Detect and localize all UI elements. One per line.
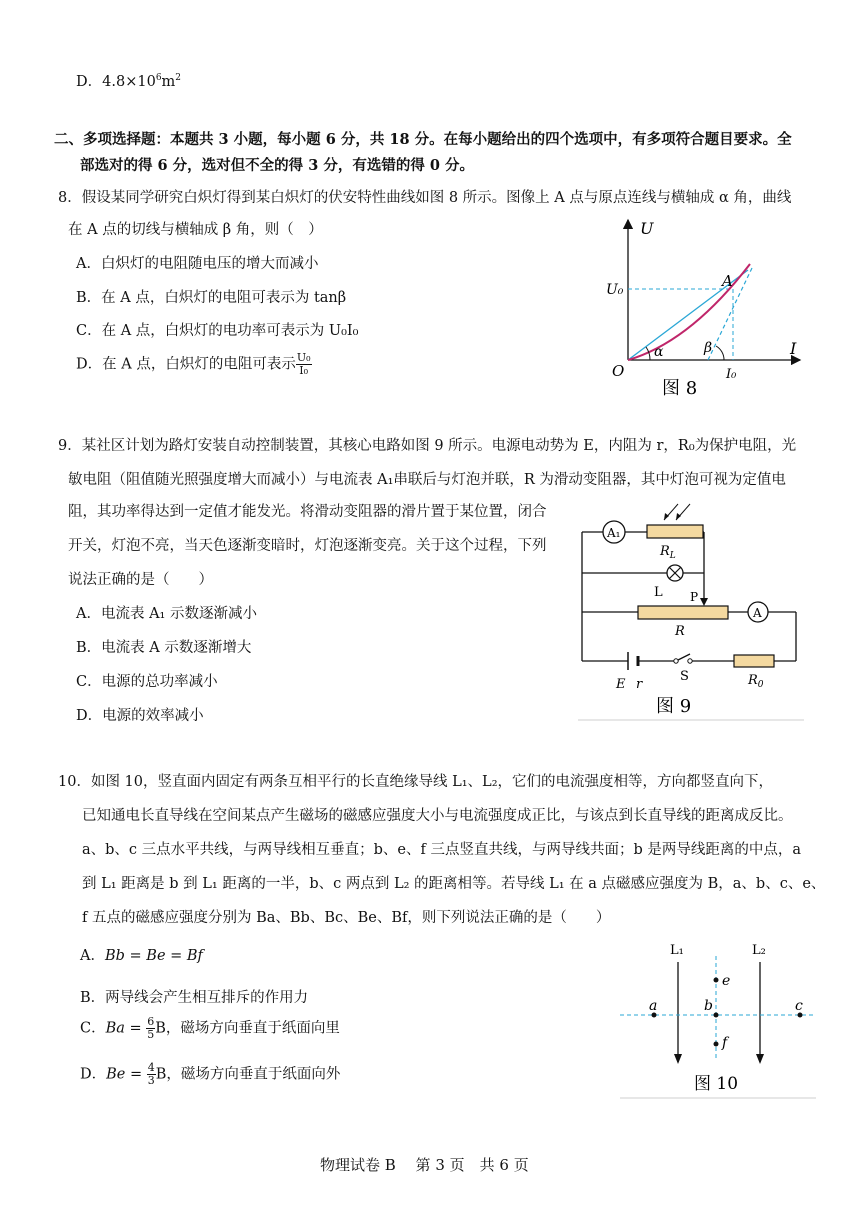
q8-stem-line1: 8．假设某同学研究白炽灯得到某白炽灯的伏安特性曲线如图 8 所示。图像上 A 点与原点连线与横轴成 α 角，曲线 bbox=[58, 190, 792, 206]
q10-stem-line3: a、b、c 三点水平共线，与两导线相互垂直；b、e、f 三点竖直共线，与两导线共面；b 是两导线距离的中点，a bbox=[82, 842, 802, 858]
fig9-rl-label: R bbox=[660, 544, 670, 559]
fig10-point-c: c bbox=[795, 998, 803, 1014]
q9-stem-line4: 开关，灯泡不亮，当天色逐渐变暗时，灯泡逐渐变亮。关于这个过程，下列 bbox=[68, 538, 547, 554]
figure-8-iu-graph bbox=[600, 212, 810, 402]
fig9-emf-label: E bbox=[616, 677, 626, 692]
q8-fraction: $\frac{\text{U₀}}{\text{I₀}}$ bbox=[296, 351, 311, 377]
q10-stem-line4: 到 L₁ 距离是 b 到 L₁ 距离的一半，b、c 两点到 L₂ 的距离相等。若导线 L₁ 在 a 点磁感应强度为 B，a、b、c、e、 bbox=[82, 876, 826, 892]
fig9-slider-label: P bbox=[690, 590, 699, 604]
fig9-r0-label: R bbox=[748, 673, 758, 688]
figure-10-wires bbox=[616, 934, 820, 1100]
q8-option-b: B．在 A 点，白炽灯的电阻可表示为 tanβ bbox=[76, 290, 347, 306]
fig9-photoresistor bbox=[647, 525, 703, 538]
fig9-a1-label: A₁ bbox=[607, 526, 621, 540]
q10-option-a: A．Bb = Be = Bf bbox=[80, 948, 203, 964]
section2-heading-line2: 部选对的得 6 分，选对但不全的得 3 分，有选错的得 0 分。 bbox=[80, 157, 475, 174]
fig8-axis-u: U bbox=[640, 219, 654, 238]
q10-stem-line2: 已知通电长直导线在空间某点产生磁场的磁感应强度大小与电流强度成正比，与该点到长直导线的距离成反比。 bbox=[82, 808, 793, 824]
page-footer: 物理试卷 B 第 3 页 共 6 页 bbox=[320, 1156, 529, 1174]
fig10-point-b: b bbox=[704, 998, 713, 1014]
svg-text:R0: $R_0$ bbox=[748, 673, 764, 690]
q7-option-d: D．$4.8\times 10^6m^2$ bbox=[76, 73, 182, 90]
q9-option-c: C．电源的总功率减小 bbox=[76, 674, 218, 690]
fig10-caption: 图 10 bbox=[694, 1074, 739, 1094]
q10-stem-line1: 10．如图 10，竖直面内固定有两条互相平行的长直绝缘导线 L₁、L₂，它们的电流强度相等，方向都竖直向下， bbox=[58, 774, 773, 790]
fig9-r-label: R bbox=[675, 624, 685, 639]
q10-stem-line5: f 五点的磁感应强度分别为 Ba、Bb、Bc、Be、Bf，则下列说法正确的是（ ） bbox=[82, 910, 611, 926]
fig8-beta: β bbox=[704, 340, 713, 356]
fig8-u0: U₀ bbox=[606, 282, 624, 298]
q10-option-c: C．Ba = $\frac{6}{5}$ B，磁场方向垂直于纸面向里 bbox=[80, 1015, 340, 1041]
fig8-alpha: α bbox=[654, 344, 664, 360]
fig9-rheostat bbox=[638, 606, 728, 619]
fig8-axis-i: I bbox=[790, 339, 797, 358]
section2-heading-line1: 二、多项选择题：本题共 3 小题，每小题 6 分，共 18 分。在每小题给出的四个选项中，有多项符合题目要求。全 bbox=[54, 131, 792, 148]
q9-stem-line2: 敏电阻（阻值随光照强度增大而减小）与电流表 A₁串联后与灯泡并联，R 为滑动变阻器，其中灯泡可视为定值电 bbox=[68, 472, 786, 488]
svg-text:RL: $R_L$ bbox=[660, 544, 676, 561]
fig10-point-a: a bbox=[649, 998, 658, 1014]
q8-option-c: C．在 A 点，白炽灯的电功率可表示为 U₀I₀ bbox=[76, 323, 359, 339]
q9-option-b: B．电流表 A 示数逐渐增大 bbox=[76, 640, 252, 656]
fig10-point-e: e bbox=[722, 973, 731, 989]
q9-stem-line1: 9．某社区计划为路灯安装自动控制装置，其核心电路如图 9 所示。电源电动势为 E，内阻为 r，R₀为保护电阻，光 bbox=[58, 438, 797, 454]
q10-option-b: B．两导线会产生相互排斥的作用力 bbox=[80, 990, 309, 1006]
fig9-lamp-label: L bbox=[654, 585, 663, 600]
figure-9-circuit bbox=[572, 498, 808, 724]
fig8-caption: 图 8 bbox=[662, 378, 698, 399]
q10-option-d: D．Be = $\frac{4}{3}$ B，磁场方向垂直于纸面向外 bbox=[80, 1061, 341, 1087]
q8-stem-line2: 在 A 点的切线与横轴成 β 角，则（ ） bbox=[68, 222, 323, 238]
fig9-r0 bbox=[734, 655, 774, 667]
q8-option-a: A．白炽灯的电阻随电压的增大而减小 bbox=[76, 256, 319, 272]
fig9-internal-r-label: r bbox=[636, 677, 643, 692]
fig9-switch-label: S bbox=[680, 669, 689, 684]
fig8-i0: I₀ bbox=[726, 367, 737, 382]
fig10-point-f: f bbox=[722, 1035, 728, 1051]
fig8-origin: O bbox=[612, 362, 625, 380]
q9-option-d: D．电源的效率减小 bbox=[76, 708, 204, 724]
q9-option-a: A．电流表 A₁ 示数逐渐减小 bbox=[76, 606, 257, 622]
fig10-l1-label: L₁ bbox=[670, 943, 684, 958]
q9-stem-line3: 阻，其功率得达到一定值才能发光。将滑动变阻器的滑片置于某位置，闭合 bbox=[68, 504, 547, 520]
q9-stem-line5: 说法正确的是（ ） bbox=[68, 572, 213, 588]
q8-option-d: D．在 A 点，白炽灯的电阻可表示 $\frac{\text{U₀}}{\text{I₀}}$ bbox=[76, 351, 311, 377]
fig8-point-a: A bbox=[722, 272, 733, 290]
fig9-ammeter-label: A bbox=[753, 606, 762, 620]
fig9-caption: 图 9 bbox=[656, 696, 692, 717]
fig10-l2-label: L₂ bbox=[752, 943, 766, 958]
